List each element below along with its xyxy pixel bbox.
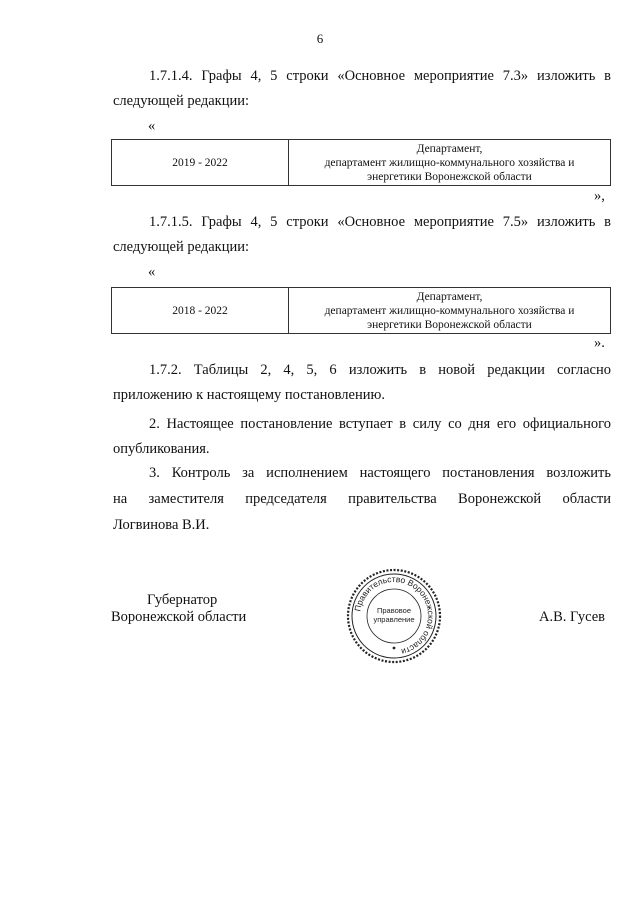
- svg-text:управление: управление: [373, 615, 415, 624]
- signer-name: А.В. Гусев: [539, 609, 605, 625]
- paragraph-3-line1: 3. Контроль за исполнением настоящего постановления возложить: [149, 465, 611, 481]
- paragraph-2-line1: 2. Настоящее постановление вступает в силу со дня его официального: [149, 416, 611, 432]
- executor-line: энергетики Воронежской области: [367, 170, 532, 183]
- paragraph-1715-line1: 1.7.1.5. Графы 4, 5 строки «Основное мероприятие 7.5» изложить в: [149, 214, 611, 230]
- executor-line: Департамент,: [416, 142, 483, 155]
- svg-text:Правовое: Правовое: [376, 606, 412, 615]
- amendment-table-2: [111, 287, 611, 334]
- paragraph-1715-line2: следующей редакции:: [113, 239, 250, 255]
- paragraph-172-line1: 1.7.2. Таблицы 2, 4, 5, 6 изложить в новой редакции согласно: [149, 362, 611, 378]
- executor-line: энергетики Воронежской области: [367, 318, 532, 331]
- paragraph-3-line3: Логвинова В.И.: [113, 517, 210, 533]
- executor-cell: [289, 288, 611, 334]
- executor-line: департамент жилищно-коммунального хозяйства и: [324, 304, 575, 317]
- table-row: [112, 140, 611, 186]
- open-quote: «: [148, 264, 156, 280]
- executor-line: департамент жилищно-коммунального хозяйства и: [324, 156, 575, 169]
- close-quote: ».: [594, 335, 605, 351]
- page-number: 6: [316, 31, 324, 46]
- executor-line: Департамент,: [416, 290, 483, 303]
- period-cell: 2019 - 2022: [112, 140, 289, 186]
- period-cell: 2018 - 2022: [112, 288, 289, 334]
- signer-title-line1: Губернатор: [147, 592, 218, 608]
- official-seal-icon: [344, 566, 444, 666]
- signer-title-line2: Воронежской области: [111, 609, 247, 625]
- executor-cell: [289, 140, 611, 186]
- open-quote: «: [148, 118, 156, 134]
- table-row: [112, 288, 611, 334]
- svg-text:Правительство Воронежской обла: Правительство Воронежской области: [352, 573, 437, 658]
- amendment-table-1: [111, 139, 611, 186]
- paragraph-1714-line1: 1.7.1.4. Графы 4, 5 строки «Основное мероприятие 7.3» изложить в: [149, 68, 611, 84]
- paragraph-1714-line2: следующей редакции:: [113, 93, 250, 109]
- paragraph-172-line2: приложению к настоящему постановлению.: [113, 387, 385, 403]
- paragraph-3-line2: на заместителя председателя правительства Воронежской области: [113, 491, 611, 507]
- paragraph-2-line2: опубликования.: [113, 441, 210, 457]
- close-quote: »,: [594, 188, 605, 204]
